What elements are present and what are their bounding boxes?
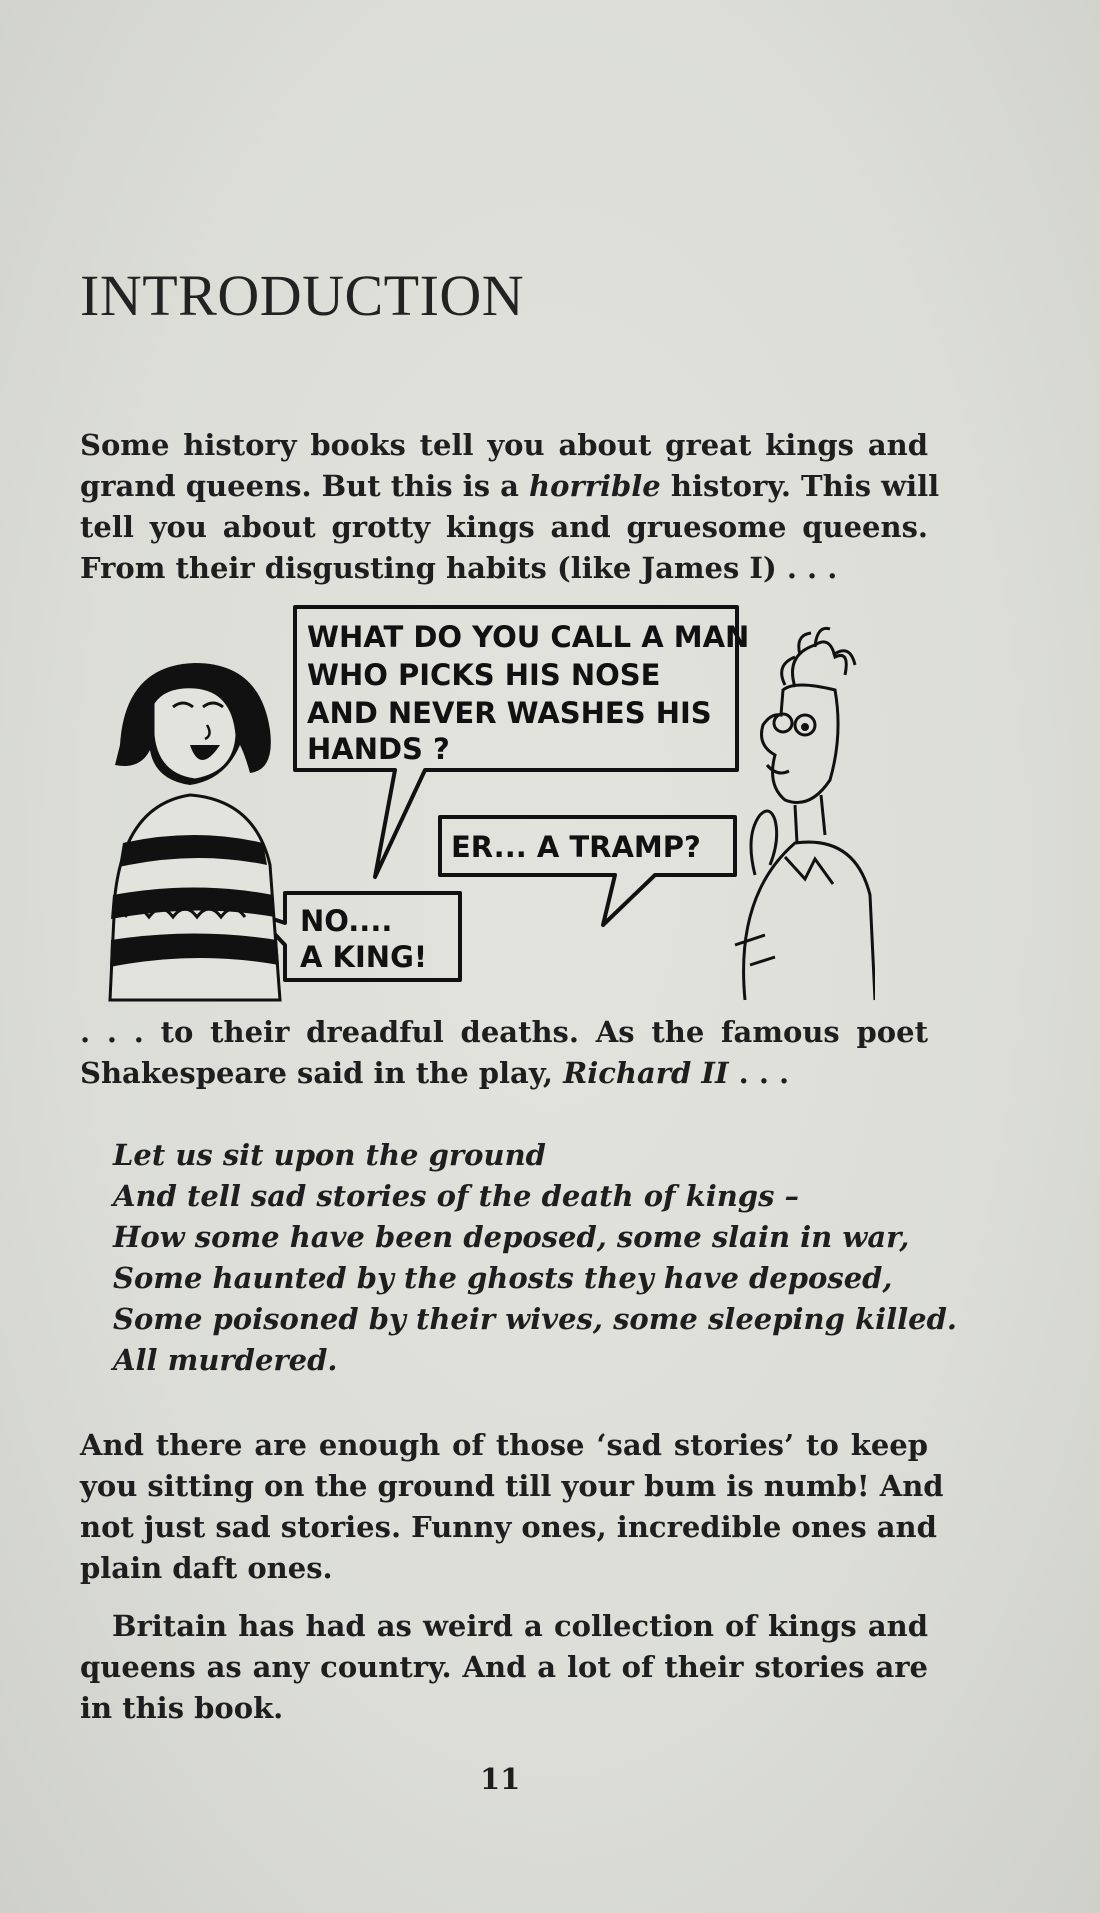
- britain-line-2: queens as any country. And a lot of their stories are: [80, 1650, 928, 1684]
- deaths-line-2-end: . . .: [728, 1056, 790, 1090]
- deaths-line-1: . . . to their dreadful deaths. As the famous poet: [80, 1015, 928, 1049]
- poem-line-4: Some haunted by the ghosts they have deposed,: [113, 1261, 893, 1295]
- britain-line-1: Britain has had as weird a collection of kings and: [112, 1609, 928, 1643]
- intro-line-4: From their disgusting habits (like James I) . . .: [80, 551, 838, 585]
- closing-paragraph: [80, 1425, 944, 1589]
- poem-line-6: All murdered.: [113, 1343, 338, 1377]
- boy-character: [735, 628, 875, 1000]
- intro-line-3: tell you about grotty kings and gruesome queens.: [80, 510, 928, 544]
- play-title: Richard II: [563, 1056, 729, 1090]
- girl-bubble-line-2: WHO PICKS HIS NOSE: [307, 658, 661, 692]
- closing-line-3: not just sad stories. Funny ones, incredible ones and: [80, 1510, 937, 1544]
- britain-line-3: in this book.: [80, 1691, 284, 1725]
- shakespeare-quote: [113, 1135, 957, 1381]
- deaths-line-2-start: Shakespeare said in the play,: [80, 1056, 564, 1090]
- closing-line-1: And there are enough of those ‘sad stories’ to keep: [80, 1428, 928, 1462]
- girl-bubble-line-4: HANDS ?: [307, 732, 450, 766]
- chapter-title-text: INTRODUCTION: [80, 263, 525, 328]
- page-number: 11: [480, 1762, 521, 1796]
- chapter-title: [80, 262, 524, 329]
- closing-line-4: plain daft ones.: [80, 1551, 333, 1585]
- poem-line-5: Some poisoned by their wives, some sleeping killed.: [113, 1302, 957, 1336]
- intro-paragraph: [80, 425, 940, 589]
- intro-line-2-start: grand queens. But this is a: [80, 469, 530, 503]
- poem-line-1: Let us sit upon the ground: [113, 1138, 546, 1172]
- girl-character: [110, 663, 280, 1000]
- deaths-line-2: [80, 1053, 928, 1094]
- poem-line-2: And tell sad stories of the death of kings –: [113, 1179, 800, 1213]
- boy-bubble-text: ER... A TRAMP?: [451, 830, 701, 864]
- answer-bubble-line-2: A KING!: [300, 940, 428, 974]
- intro-line-2-end: history. This will: [660, 469, 940, 503]
- girl-bubble-line-1: WHAT DO YOU CALL A MAN: [307, 620, 750, 654]
- horrible-emphasis: horrible: [529, 469, 661, 503]
- intro-line-2: [80, 466, 940, 507]
- deaths-paragraph: [80, 1012, 928, 1094]
- girl-bubble-line-3: AND NEVER WASHES HIS: [307, 696, 712, 730]
- answer-bubble-line-1: NO....: [300, 904, 393, 938]
- cartoon-illustration: [95, 595, 875, 1005]
- poem-line-3: How some have been deposed, some slain in war,: [113, 1220, 910, 1254]
- closing-line-2: you sitting on the ground till your bum is numb! And: [80, 1469, 944, 1503]
- intro-line-1: Some history books tell you about great kings and: [80, 428, 928, 462]
- britain-paragraph: [80, 1606, 928, 1729]
